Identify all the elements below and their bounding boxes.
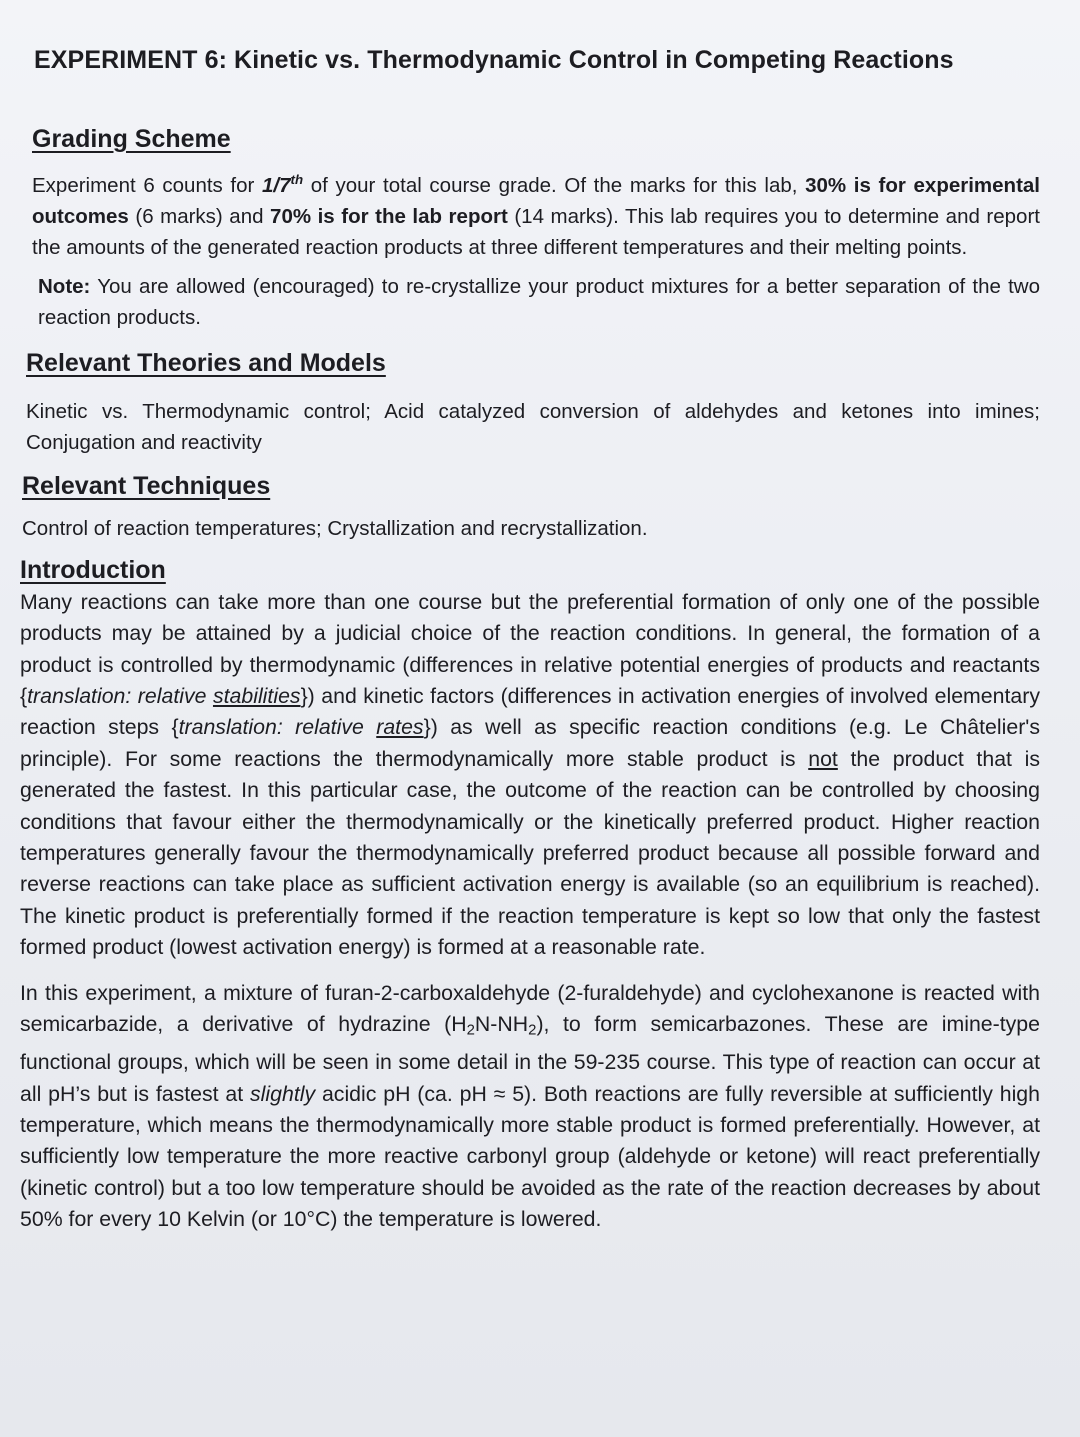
techniques-section — [22, 472, 1040, 544]
grading-text-c: (6 marks) and — [128, 204, 271, 228]
theories-heading: Relevant Theories and Models — [26, 348, 386, 377]
intro-not: not — [808, 746, 838, 771]
grading-text-b: of your total course grade. Of the marks for this lab, — [303, 173, 806, 197]
intro2-text-c: ), to form semicarbazones. These are imine-type functional groups, which will be seen in some detail in the 59-235 course. This type of reaction can occur at all pH’s but is fastest at — [20, 1012, 1040, 1106]
intro-text-c: }) as well as specific reaction conditions (e.g. Le Châtelier's principle). For some reactions the thermodynamically more stable product is — [20, 715, 1040, 771]
intro-text-b: }) and kinetic factors (differences in activation energies of involved elementary reaction steps { — [20, 684, 1040, 740]
intro2-slightly: slightly — [250, 1081, 316, 1106]
intro-stabilities: stabilities — [212, 684, 301, 709]
intro2-text-a: In this experiment, a mixture of furan-2-carboxaldehyde (2-furaldehyde) and cyclohexanone is reacted with semicarbazide, a derivative of hydrazine (H — [20, 980, 1040, 1037]
introduction-section — [20, 556, 1040, 1236]
grading-fraction: 1/7 — [262, 173, 291, 197]
intro2-text-b: N-NH — [474, 1012, 529, 1037]
techniques-heading: Relevant Techniques — [22, 471, 271, 500]
note-text: You are allowed (encouraged) to re-crystallize your product mixtures for a better separation of the two reaction products. — [38, 274, 1040, 329]
introduction-paragraph-2 — [20, 978, 1040, 1236]
intro2-sub-2: 2 — [528, 1022, 537, 1039]
theories-section — [26, 349, 1040, 458]
intro2-text-d: acidic pH (ca. pH ≈ 5). Both reactions are fully reversible at sufficiently high temperature, which means the thermodynamically more stable product is formed preferentially. However, at sufficiently low temperature the more reactive carbonyl group (aldehyde or ketone) will react preferentially (kinetic control) but a too low temperature should be avoided as the rate of the reaction decreases by about 50% for every 10 Kelvin (or 10°C) the temperature is lowered. — [20, 1081, 1040, 1232]
grading-heading: Grading Scheme — [32, 125, 231, 153]
grading-section — [32, 125, 1040, 333]
grading-paragraph — [32, 164, 1040, 263]
note-label: Note: — [38, 274, 91, 298]
intro-rates: rates — [376, 715, 424, 740]
grading-report-weight: 70% is for the lab report — [270, 204, 508, 228]
intro-translation-2: translation: relative — [178, 715, 377, 740]
grading-experimental-weight: 30% is for experimental outcomes — [32, 173, 1041, 228]
experiment-title: EXPERIMENT 6: Kinetic vs. Thermodynamic Control in Competing Reactions — [34, 46, 954, 74]
intro-text-a: Many reactions can take more than one course but the preferential formation of only one of the possible products may be attained by a judicial choice of the reaction conditions. In general, the formation of a product is controlled by thermodynamic (differences in relative potential energies of products and reactants { — [20, 589, 1040, 709]
note-paragraph — [38, 271, 1040, 333]
grading-fraction-sup: th — [290, 172, 304, 187]
theories-text: Kinetic vs. Thermodynamic control; Acid catalyzed conversion of aldehydes and ketones into imines; Conjugation and reactivity — [26, 399, 1040, 454]
intro2-sub-1: 2 — [466, 1022, 475, 1039]
introduction-paragraph-1 — [20, 587, 1040, 964]
introduction-heading: Introduction — [20, 555, 166, 584]
intro-text-d: the product that is generated the fastest. In this particular case, the outcome of the reaction can be controlled by choosing conditions that favour either the thermodynamically or the kinetically preferred product. Higher reaction temperatures generally favour the thermodynamically preferred product because all possible forward and reverse reactions can take place as sufficient activation energy is available (so an equilibrium is reached). The kinetic product is preferentially formed if the reaction temperature is kept so low that only the fastest formed product (lowest activation energy) is formed at a reasonable rate. — [20, 746, 1040, 960]
grading-text-a: Experiment 6 counts for — [32, 173, 263, 197]
intro-translation-1: translation: relative — [27, 684, 213, 709]
techniques-text: Control of reaction temperatures; Crystallization and recrystallization. — [22, 516, 648, 540]
grading-text-d: (14 marks). This lab requires you to determine and report the amounts of the generated reaction products at three different temperatures and their melting points. — [32, 204, 1040, 259]
